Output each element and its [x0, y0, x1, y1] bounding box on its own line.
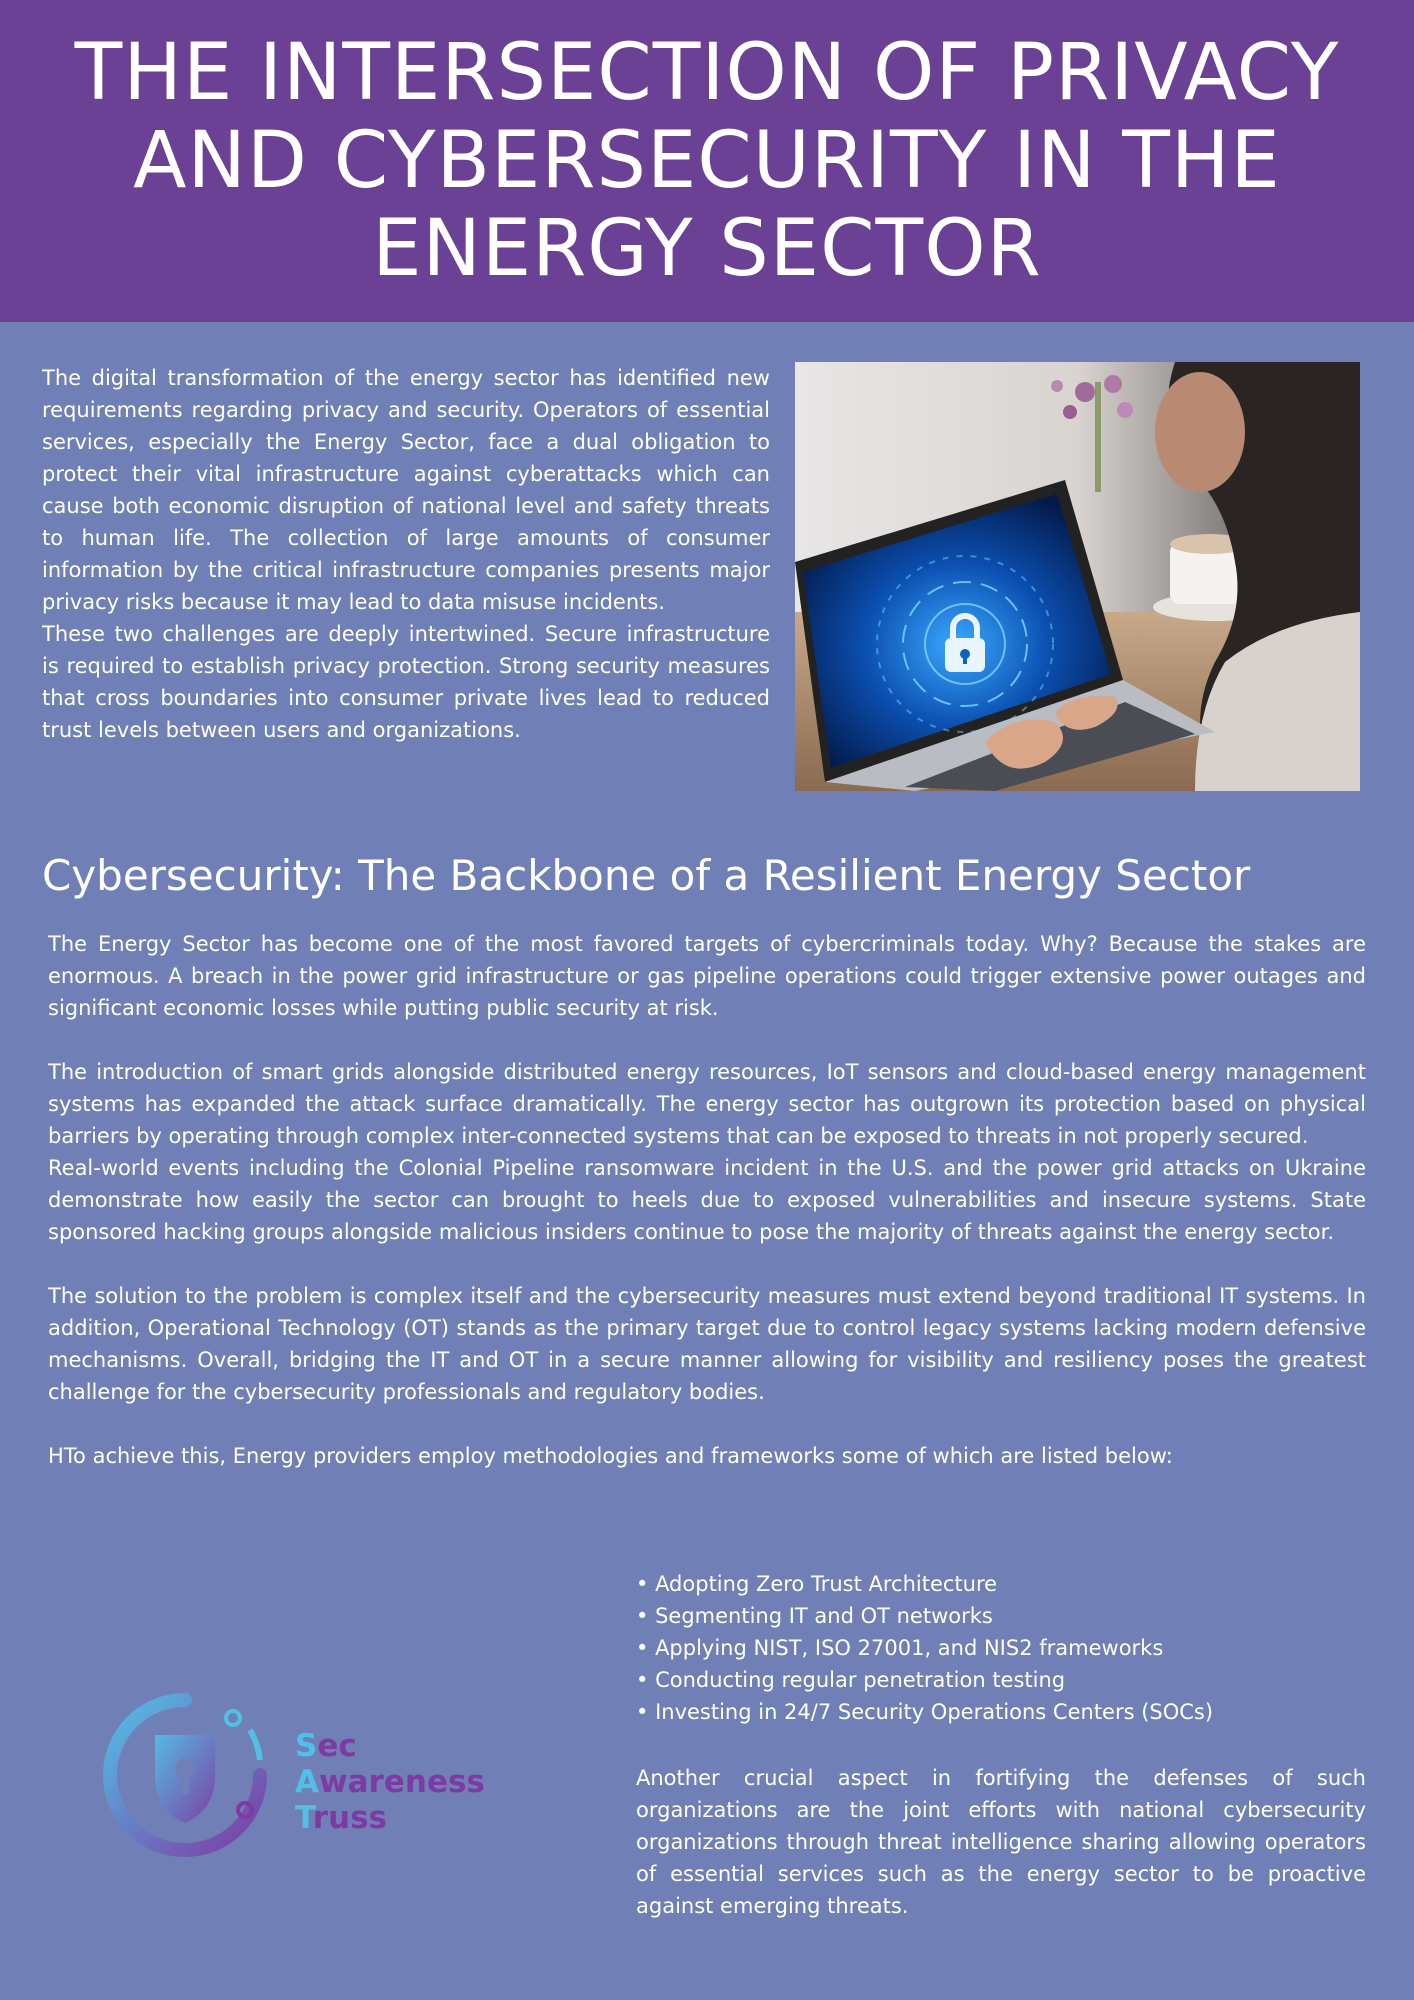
section-heading: Cybersecurity: The Backbone of a Resilient Energy Sector: [42, 851, 1251, 900]
paragraph-spacer: [48, 1408, 1366, 1440]
closing-paragraph: Another crucial aspect in fortifying the defenses of such organizations are the joint efforts with national cybersecurity organizations through threat intelligence sharing allowing operators of essential services such as the energy sector to be proactive against emerging threats.: [636, 1766, 1366, 1918]
list-item: • Investing in 24/7 Security Operations Centers (SOCs): [636, 1696, 1366, 1728]
page-title: THE INTERSECTION OF PRIVACY AND CYBERSECURITY IN THE ENERGY SECTOR: [74, 28, 1340, 294]
section-body: [48, 928, 1366, 1472]
paragraph-spacer: [48, 1248, 1366, 1280]
intro-paragraph: These two challenges are deeply intertwined. Secure infrastructure is required to establish privacy protection. Strong security measures that cross boundaries into consumer private lives lead to reduced trust levels between users and organizations.: [42, 622, 770, 742]
hero-photo: [795, 362, 1360, 791]
intro-paragraph: The digital transformation of the energy sector has identified new requirements regarding privacy and security. Operators of essential services, especially the Energy Sector, face a dual obligation to protect their vital infrastructure against cyberattacks which can cause both economic disruption of national level and safety threats to human life. The collection of large amounts of consumer information by the critical infrastructure companies presents major privacy risks because it may lead to data misuse incidents.: [42, 366, 770, 614]
header-banner: [0, 0, 1414, 322]
intro-text: [42, 362, 770, 746]
body-paragraph: Real-world events including the Colonial Pipeline ransomware incident in the U.S. and the power grid attacks on Ukraine demonstrate how easily the sector can brought to heels due to exposed vulnerabilities and insecure systems. State sponsored hacking groups alongside malicious insiders continue to pose the majority of threats against the energy sector.: [48, 1156, 1366, 1244]
shield-keyhole-icon: [100, 1690, 270, 1860]
logo-wordmark: Sec Awareness Truss: [295, 1728, 485, 1836]
framework-list: [636, 1568, 1366, 1728]
laptop-lock-illustration: [795, 362, 1360, 791]
list-item: • Adopting Zero Trust Architecture: [636, 1568, 1366, 1600]
body-paragraph: The introduction of smart grids alongside distributed energy resources, IoT sensors and cloud-based energy management systems has expanded the attack surface dramatically. The energy sector has outgrown its protection based on physical barriers by operating through complex inter-connected systems that can be exposed to threats in not properly secured.: [48, 1060, 1366, 1148]
list-item: • Applying NIST, ISO 27001, and NIS2 frameworks: [636, 1632, 1366, 1664]
list-item: • Segmenting IT and OT networks: [636, 1600, 1366, 1632]
paragraph-spacer: [48, 1024, 1366, 1056]
company-logo: [100, 1690, 520, 1860]
body-paragraph: The solution to the problem is complex itself and the cybersecurity measures must extend beyond traditional IT systems. In addition, Operational Technology (OT) stands as the primary target due to control legacy systems lacking modern defensive mechanisms. Overall, bridging the IT and OT in a secure manner allowing for visibility and resiliency poses the greatest challenge for the cybersecurity professionals and regulatory bodies.: [48, 1284, 1366, 1404]
body-paragraph: The Energy Sector has become one of the most favored targets of cybercriminals today. Why? Because the stakes are enormous. A breach in the power grid infrastructure or gas pipeline operations could trigger extensive power outages and significant economic losses while putting public security at risk.: [48, 932, 1366, 1020]
list-item: • Conducting regular penetration testing: [636, 1664, 1366, 1696]
body-paragraph: HTo achieve this, Energy providers employ methodologies and frameworks some of which are listed below:: [48, 1444, 1173, 1468]
